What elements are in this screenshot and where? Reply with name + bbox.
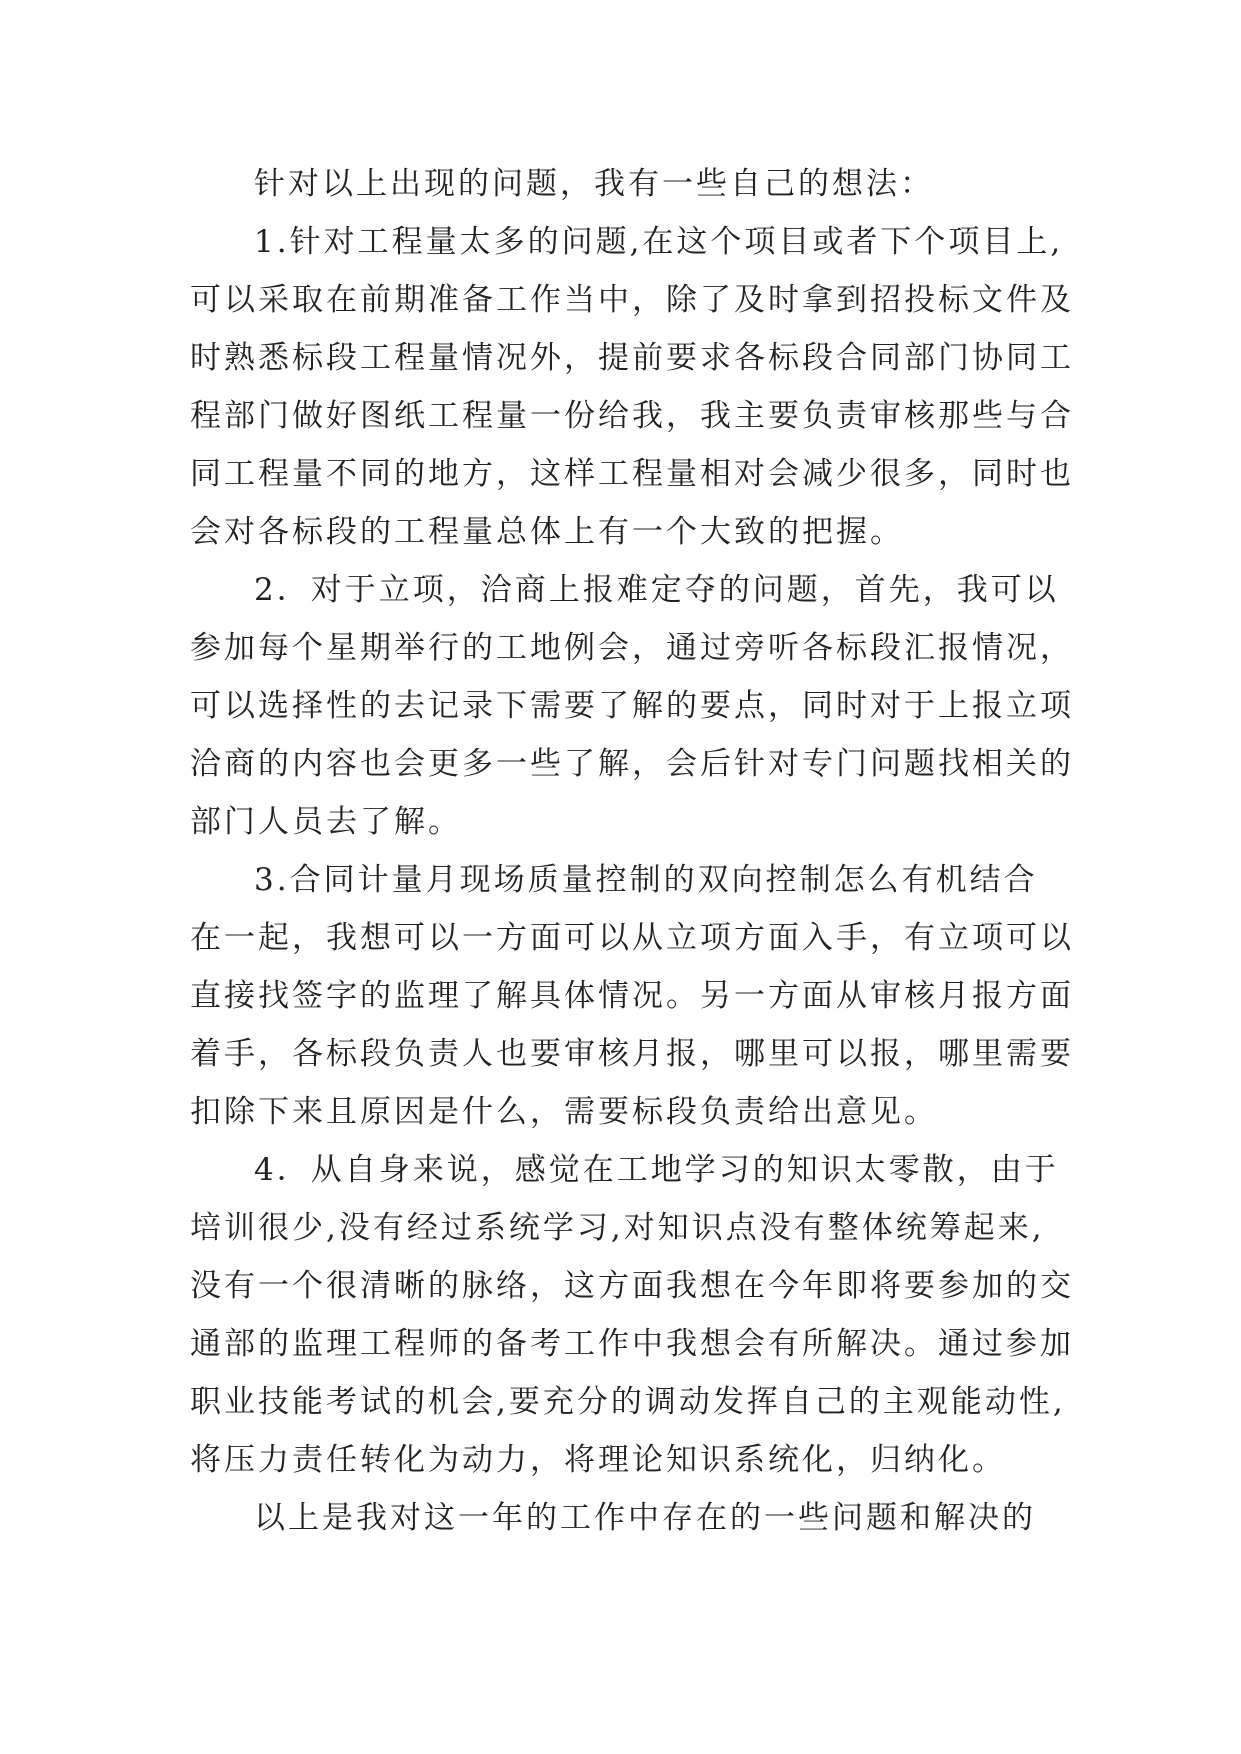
paragraph-2-line: 可以选择性的去记录下需要了解的要点，同时对于上报立项 — [190, 688, 1074, 724]
paragraph-4-line: 通部的监理工程师的备考工作中我想会有所解决。通过参加 — [190, 1326, 1074, 1362]
paragraph-2-line: 2．对于立项，洽商上报难定夺的问题，首先，我可以 — [254, 572, 1059, 608]
document-body — [190, 155, 1090, 1547]
paragraph-2-line: 部门人员去了解。 — [190, 804, 462, 840]
paragraph-1-line: 可以采取在前期准备工作当中，除了及时拿到招投标文件及 — [190, 282, 1074, 318]
paragraph-3-line: 着手，各标段负责人也要审核月报，哪里可以报，哪里需要 — [190, 1036, 1074, 1072]
paragraph-2-line: 参加每个星期举行的工地例会，通过旁听各标段汇报情况， — [190, 630, 1074, 666]
paragraph-1-line: 程部门做好图纸工程量一份给我，我主要负责审核那些与合 — [190, 398, 1074, 434]
paragraph-3-line: 在一起，我想可以一方面可以从立项方面入手，有立项可以 — [190, 920, 1074, 956]
paragraph-1-line: 1.针对工程量太多的问题,在这个项目或者下个项目上, — [254, 224, 1064, 260]
paragraph-3-line: 3.合同计量月现场质量控制的双向控制怎么有机结合 — [254, 862, 1038, 898]
paragraph-4-line: 将压力责任转化为动力，将理论知识系统化，归纳化。 — [190, 1442, 1006, 1478]
paragraph-intro-line: 针对以上出现的问题，我有一些自己的想法： — [254, 166, 934, 202]
paragraph-2-line: 洽商的内容也会更多一些了解，会后针对专门问题找相关的 — [190, 746, 1074, 782]
paragraph-1-line: 同工程量不同的地方，这样工程量相对会减少很多，同时也 — [190, 456, 1074, 492]
paragraph-4-line: 没有一个很清晰的脉络，这方面我想在今年即将要参加的交 — [190, 1268, 1074, 1304]
paragraph-4-line: 4．从自身来说，感觉在工地学习的知识太零散，由于 — [254, 1152, 1059, 1188]
paragraph-4-line: 职业技能考试的机会,要充分的调动发挥自己的主观能动性, — [190, 1384, 1066, 1420]
paragraph-4-line: 培训很少,没有经过系统学习,对知识点没有整体统筹起来, — [190, 1210, 1045, 1246]
paragraph-1-line: 会对各标段的工程量总体上有一个大致的把握。 — [190, 514, 904, 550]
paragraph-1-line: 时熟悉标段工程量情况外，提前要求各标段合同部门协同工 — [190, 340, 1074, 376]
paragraph-3-line: 直接找签字的监理了解具体情况。另一方面从审核月报方面 — [190, 978, 1074, 1014]
paragraph-closing-line: 以上是我对这一年的工作中存在的一些问题和解决的 — [254, 1500, 1036, 1536]
paragraph-3-line: 扣除下来且原因是什么，需要标段负责给出意见。 — [190, 1094, 938, 1130]
